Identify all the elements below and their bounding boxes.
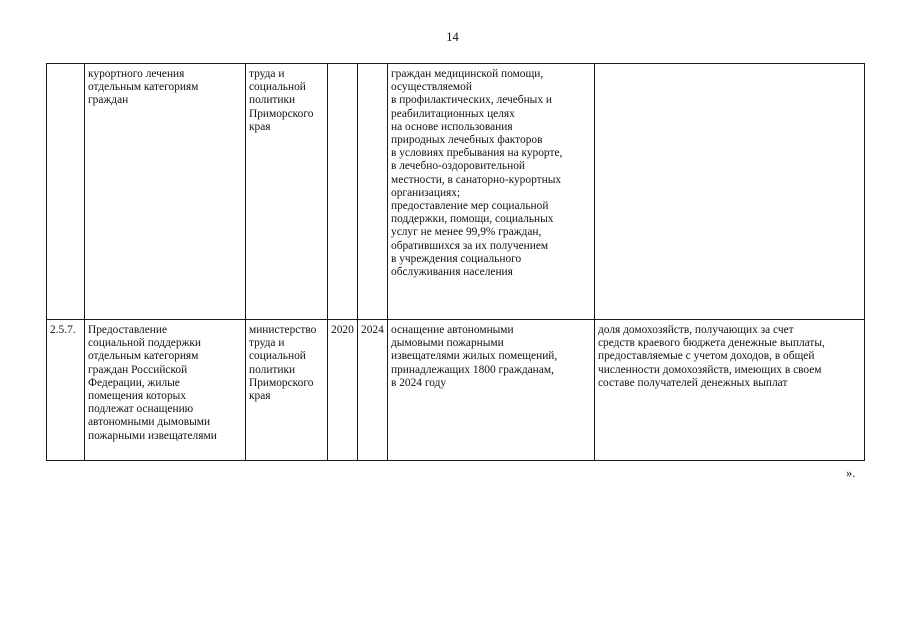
expected-result-cell: оснащение автономными дымовыми пожарными извещателями жилых помещений, принадлежащих 1800 гражданам, в 2024 году (388, 320, 595, 461)
program-measures-table (46, 63, 865, 461)
executor-cell: министерство труда и социальной политики Приморского края (246, 320, 328, 461)
start-year-cell: 2020 (328, 320, 358, 461)
expected-result-cell: граждан медицинской помощи, осуществляемой в профилактических, лечебных и реабилитационных целях на основе использования природных лечебных факторов в условиях пребывания на курорте, в лечебно-оздоровительной местности, в санаторно-курортных организациях; предоставление мер социальной поддержки, помощи, социальных услуг не менее 99,9% граждан, обратившихся за их получением в учреждения социального обслуживания населения (388, 64, 595, 320)
table-row (47, 320, 865, 461)
indicator-cell: доля домохозяйств, получающих за счет средств краевого бюджета денежные выплаты, предоставляемые с учетом доходов, в общей численности домохозяйств, имеющих в своем составе получателей денежных выплат (595, 320, 865, 461)
table-row (47, 64, 865, 320)
page-number: 14 (446, 30, 459, 44)
measure-name-cell: курортного лечения отдельным категориям граждан (85, 64, 246, 320)
measure-number-cell: 2.5.7. (47, 320, 85, 461)
measure-number-cell (47, 64, 85, 320)
closing-quote-mark: ». (846, 466, 856, 480)
start-year-cell (328, 64, 358, 320)
indicator-cell (595, 64, 865, 320)
end-year-cell: 2024 (358, 320, 388, 461)
measure-name-cell: Предоставление социальной поддержки отдельным категориям граждан Российской Федерации, жилые помещения которых подлежат оснащению автономными дымовыми пожарными извещателями (85, 320, 246, 461)
end-year-cell (358, 64, 388, 320)
executor-cell: труда и социальной политики Приморского края (246, 64, 328, 320)
